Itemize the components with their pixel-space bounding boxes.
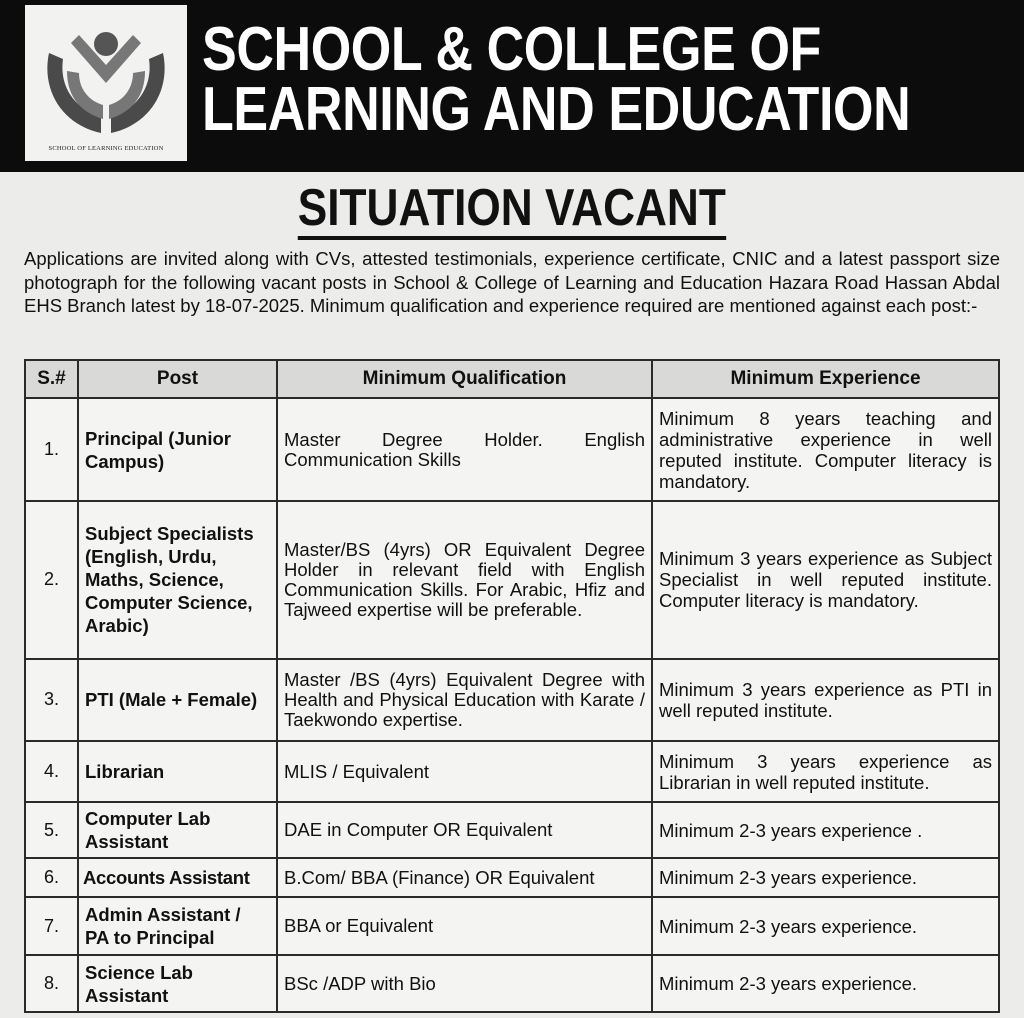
row-post: Science Lab Assistant [78, 955, 277, 1012]
row-experience: Minimum 2-3 years experience. [652, 897, 999, 956]
column-header-experience: Minimum Experience [652, 360, 999, 398]
row-qualification: Master/BS (4yrs) OR Equivalent Degree Holder in relevant field with English Communication Skills. For Arabic, Hfiz and Tajweed expertise will be preferable. [277, 501, 652, 659]
table-row [25, 741, 999, 802]
row-post: Computer Lab Assistant [78, 802, 277, 859]
table-row [25, 802, 999, 859]
row-experience: Minimum 3 years experience as PTI in well reputed institute. [652, 659, 999, 742]
table-row [25, 659, 999, 742]
row-experience: Minimum 3 years experience as Librarian in well reputed institute. [652, 741, 999, 802]
table-row [25, 501, 999, 659]
row-post: Principal (Junior Campus) [78, 398, 277, 501]
header-banner [0, 0, 1024, 172]
table-header-row [25, 360, 999, 398]
row-qualification: BSc /ADP with Bio [277, 955, 652, 1012]
school-name-line2: LEARNING AND EDUCATION [202, 75, 911, 144]
hands-logo-icon [37, 13, 175, 143]
row-serial: 1. [25, 398, 78, 501]
table-row [25, 955, 999, 1012]
row-post: Subject Specialists (English, Urdu, Maths, Science, Computer Science, Arabic) [78, 501, 277, 659]
row-experience: Minimum 3 years experience as Subject Specialist in well reputed institute. Computer literacy is mandatory. [652, 501, 999, 659]
school-name [202, 15, 911, 144]
row-qualification: B.Com/ BBA (Finance) OR Equivalent [277, 858, 652, 896]
row-post: Accounts Assistant [78, 858, 277, 896]
row-experience: Minimum 2-3 years experience . [652, 802, 999, 859]
school-name-line1: SCHOOL & COLLEGE OF [202, 15, 821, 84]
row-qualification: DAE in Computer OR Equivalent [277, 802, 652, 859]
row-serial: 4. [25, 741, 78, 802]
row-serial: 3. [25, 659, 78, 742]
row-post: PTI (Male + Female) [78, 659, 277, 742]
column-header-post: Post [78, 360, 277, 398]
headline-text: SITUATION VACANT [298, 182, 726, 240]
table-row [25, 398, 999, 501]
logo-caption: SCHOOL OF LEARNING EDUCATION [48, 145, 164, 152]
column-header-qualification: Minimum Qualification [277, 360, 652, 398]
row-serial: 8. [25, 955, 78, 1012]
headline [0, 179, 1024, 240]
vacancy-table [24, 359, 1000, 1013]
intro-paragraph: Applications are invited along with CVs, attested testimonials, experience certificate, CNIC and a latest passport size photograph for the following vacant posts in School & College of Learning and Education Hazara Road Hassan Abdal EHS Branch latest by 18-07-2025. Minimum qualification and experience required are mentioned against each post:- [24, 248, 1000, 316]
row-serial: 5. [25, 802, 78, 859]
row-qualification: Master Degree Holder. English Communication Skills [277, 398, 652, 501]
row-qualification: Master /BS (4yrs) Equivalent Degree with Health and Physical Education with Karate / Taekwondo expertise. [277, 659, 652, 742]
row-experience: Minimum 8 years teaching and administrative experience in well reputed institute. Computer literacy is mandatory. [652, 398, 999, 501]
school-logo [25, 5, 187, 161]
row-experience: Minimum 2-3 years experience. [652, 858, 999, 896]
row-serial: 2. [25, 501, 78, 659]
row-experience: Minimum 2-3 years experience. [652, 955, 999, 1012]
table-row [25, 858, 999, 896]
column-header-sn: S.# [25, 360, 78, 398]
row-post: Librarian [78, 741, 277, 802]
row-serial: 7. [25, 897, 78, 956]
row-qualification: MLIS / Equivalent [277, 741, 652, 802]
row-post: Admin Assistant / PA to Principal [78, 897, 277, 956]
row-serial: 6. [25, 858, 78, 896]
table-row [25, 897, 999, 956]
row-qualification: BBA or Equivalent [277, 897, 652, 956]
